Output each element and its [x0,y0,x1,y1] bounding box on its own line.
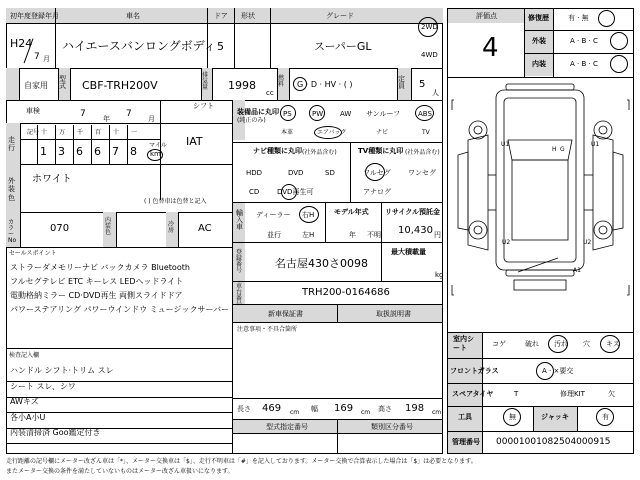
mileage-digit: 8 [130,145,137,158]
model-year-label: モデル年式 [334,208,369,216]
color-no-value: 070 [50,223,70,234]
mileage-label: 走行 [8,136,15,153]
model-year-year: 年 [349,231,356,239]
inspection-month: 7 [126,109,132,119]
sales-point-line: フルセグテレビ ETC キーレス LEDヘッドライト [10,277,184,286]
tools-circle [503,408,521,426]
length-label: 長さ [237,405,251,413]
mileage-digit: 6 [76,145,83,158]
seat-stain-circle [548,335,568,353]
fuel-label: 燃料 [278,75,285,88]
displacement-label: 排気量 [202,72,209,91]
dvd-play-circle [281,184,297,200]
airbag-circle [314,126,342,139]
first-reg-month-unit: 月 [43,55,50,63]
equipment-subtitle: (純正のみ) [237,117,266,124]
tv-oneseg: ワンセグ [408,169,436,177]
warranty-new-label: 新車保証書 [268,310,303,318]
diagram-g: G [560,146,565,153]
notes-label: 注意事項・不具合箇所 [237,326,298,333]
equipment-item: 本革 [281,129,294,136]
registration-value: 名古屋430さ0098 [275,257,368,270]
diagram-u2-left: U2 [502,239,511,246]
doors-value: 5 [217,40,224,53]
shape-label: 形状 [241,12,255,20]
navi-sd: SD [325,169,335,177]
exterior-circle [610,32,628,50]
mileage-note-label: 記号 [27,129,40,136]
recycle-label: リサイクル預託金 [385,208,441,216]
equipment-item: エアバック [317,129,347,136]
mileage-digit-header: 千 [77,129,84,136]
repair-label: 修復歴 [528,14,549,22]
interior-color-label: 内装色 [105,217,112,236]
capacity-unit: 人 [432,89,439,97]
mileage-unit-km: km [150,150,161,158]
capacity-label: 定員 [398,75,405,90]
width-unit: cm [361,409,371,416]
import-parallel: 並行 [267,231,281,239]
navi-title: ナビ種類に丸印 [253,147,302,155]
drive-value: 2WD [421,23,438,31]
footer-line1: 走行距離の記号欄にメーター改ざん車は「*」、メーター交換車は「$」、走行不明車は「#」を記入しております。メーター交換で合算表示した場合は「$」は必要となります。 [6,458,477,465]
equipment-item: ABS [418,110,432,118]
width-label: 幅 [311,405,318,413]
inspector-line: ハンドル シフト·トリム スレ [10,366,114,375]
length-value: 469 [262,403,282,414]
pw-circle [309,105,325,121]
tv-fullseg: フルセグ [363,169,391,177]
management-label: 管理番号 [452,438,480,446]
management-value: 00001001082504000915 [496,437,611,447]
mileage-digit: 3 [58,145,65,158]
sales-point-line: ストラーダメモリーナビ バックカメラ Bluetooth [10,263,190,272]
capacity-value: 5 [419,79,426,90]
car-diagram [448,80,633,320]
inspection-year: 7 [80,109,86,119]
import-left: 左H [302,231,315,239]
seat-option: 破れ [525,340,539,348]
seat-option: コゲ [492,340,506,348]
navi-hdd: HDD [246,169,263,177]
equipment-item: ナビ [376,129,389,136]
equipment-item: PW [312,110,324,118]
height-unit: cm [432,409,442,416]
inspection-label: 車検 [26,107,40,115]
mileage-digit-header: 十 [113,129,120,136]
equipment-item: TV [422,129,430,136]
displacement-value: 1998 [228,79,256,92]
sales-points-label: セールスポイント [9,250,57,257]
seat-option: キズ [606,340,620,348]
score-label: 評価点 [476,12,497,20]
color-note: ( ) 色替車は色替と記入 [144,198,207,205]
equipment-item: PS [283,110,292,118]
sales-point-line: パワーステアリング パワーウインドウ ミュージックサーバー [10,305,230,314]
spare-label: スペアタイヤ [452,390,494,398]
seat-label: 室内シート [453,335,474,353]
import-label: 輸入車 [236,209,243,231]
navi-subtitle: (社外品含む) [302,149,337,156]
warranty-manual-label: 取扱説明書 [376,310,411,318]
tools-label: 工具 [458,413,472,421]
jack-value: 有 [602,413,609,421]
front-glass-label: フロントガラス [450,367,499,375]
model-value: CBF-TRH200V [82,79,158,92]
navi-cd: CD [249,188,260,196]
inspector-line: 各小A小U [10,412,46,422]
seat-scratch-circle [600,335,620,353]
spare-missing: 欠 [608,390,615,398]
mileage-digit: 7 [112,145,119,158]
chassis-label: 車台番 [236,283,243,302]
first-reg-month: 7 [34,52,40,62]
model-year-unknown: 不明 [367,231,381,239]
recycle-value: 10,430 [398,225,433,236]
jack-circle [596,408,614,426]
diagram-u1-right: U1 [591,141,600,148]
footer-line2: またメーター交換の条件を満たしていないものはメーター改ざん車扱いになります。 [6,468,234,475]
diagram-u1-left: U1 [501,141,510,148]
category-label: 類別区分番号 [371,423,413,431]
height-label: 高さ [378,405,392,413]
model-label: 型式 [59,75,66,90]
spare-kit: 修理KIT [560,390,585,398]
usage-value: 自家用 [24,81,48,90]
displacement-unit: cc [266,89,274,97]
grade-value: スーパーGL [314,40,372,53]
inspector-line: 内装清掃済 Goo鑑定付き [10,428,101,437]
right-hand-circle [299,206,319,223]
inspector-line: シート スレ、シワ [10,381,76,391]
length-unit: cm [290,409,300,416]
mileage-unit-mile: マイル [149,142,167,149]
score-value: 4 [482,33,499,63]
car-name-label: 車名 [126,12,140,20]
car-name-value: ハイエースバンロングボディ [62,39,216,53]
tv-subtitle: (社外品含む) [405,149,440,156]
seat-option: 汚れ [554,340,568,348]
mileage-digit-header: 十 [41,129,48,136]
max-load-label: 最大積載量 [391,248,426,256]
grade-label: グレード [326,12,354,20]
front-glass-circle [536,362,554,380]
mileage-digit: 6 [94,145,101,158]
mileage-digit: 1 [40,145,47,158]
ac-value: AC [198,223,212,234]
ac-label: 冷房 [168,221,175,234]
mileage-digit-header: 万 [59,129,66,136]
import-dealer: ディーラー [256,211,291,219]
inspection-month-unit: 月 [148,115,155,123]
fuel-options: G · D · HV · ( ) [297,80,353,89]
mileage-digit-header: 一 [131,129,138,136]
front-glass-options: A · ×要交 [542,367,574,375]
interior-label: 内装 [532,60,546,68]
model-spec-label: 型式指定番号 [266,423,308,431]
tools-value: 無 [509,413,516,421]
height-value: 198 [405,403,425,414]
tv-analog: アナログ [363,188,391,196]
inspector-line: AWキズ [10,397,39,406]
diagram-a1: A1 [573,267,581,274]
door-label: ドア [214,12,228,20]
shift-value: IAT [186,135,203,148]
inspector-label: 検査記入欄 [9,352,40,359]
recycle-unit: 円 [434,231,441,239]
navi-dvd-play: DVD再生可 [277,188,314,196]
sales-point-line: 電動格納ミラー CD·DVD再生 両側スライドドア [10,291,183,300]
first-reg-label: 初年度登録年月 [10,12,59,20]
repair-circle [598,10,615,27]
exterior-label: 外装 [532,37,546,45]
inspection-year-unit: 年 [103,115,110,123]
abs-circle [415,105,434,121]
diagram-h: H [552,146,557,153]
first-reg-year: H24 [10,37,33,50]
equipment-title: 装備品に丸印 [237,108,279,116]
width-value: 169 [334,403,354,414]
equipment-item: サンルーフ [366,110,401,118]
drive-alt: 4WD [421,51,438,59]
max-load-unit: kg [435,271,444,279]
tv-title: TV種類に丸印 [358,147,404,155]
ps-circle [280,105,296,121]
color-label: 外装色 [8,177,15,202]
seat-option: 穴 [583,340,590,348]
interior-circle [610,55,628,73]
spare-t: T [514,390,519,398]
chassis-value: TRH200-0164686 [302,287,390,298]
interior-options: A · B · C [570,60,598,68]
registration-label: 登録番号 [236,249,243,274]
mileage-digit-header: 百 [95,129,102,136]
fullseg-circle [365,163,385,181]
color-no-label: カラーNo [8,219,17,244]
repair-options: 有 · 無 [568,14,589,22]
color-value: ホワイト [32,174,72,185]
jack-label: ジャッキ [541,413,569,421]
shift-label: シフト [193,102,214,110]
equipment-item: AW [340,110,352,118]
import-right: 右H [302,211,315,219]
diagram-u2-right: U2 [583,239,592,246]
navi-dvd: DVD [288,169,304,177]
exterior-options: A · B · C [570,37,598,45]
